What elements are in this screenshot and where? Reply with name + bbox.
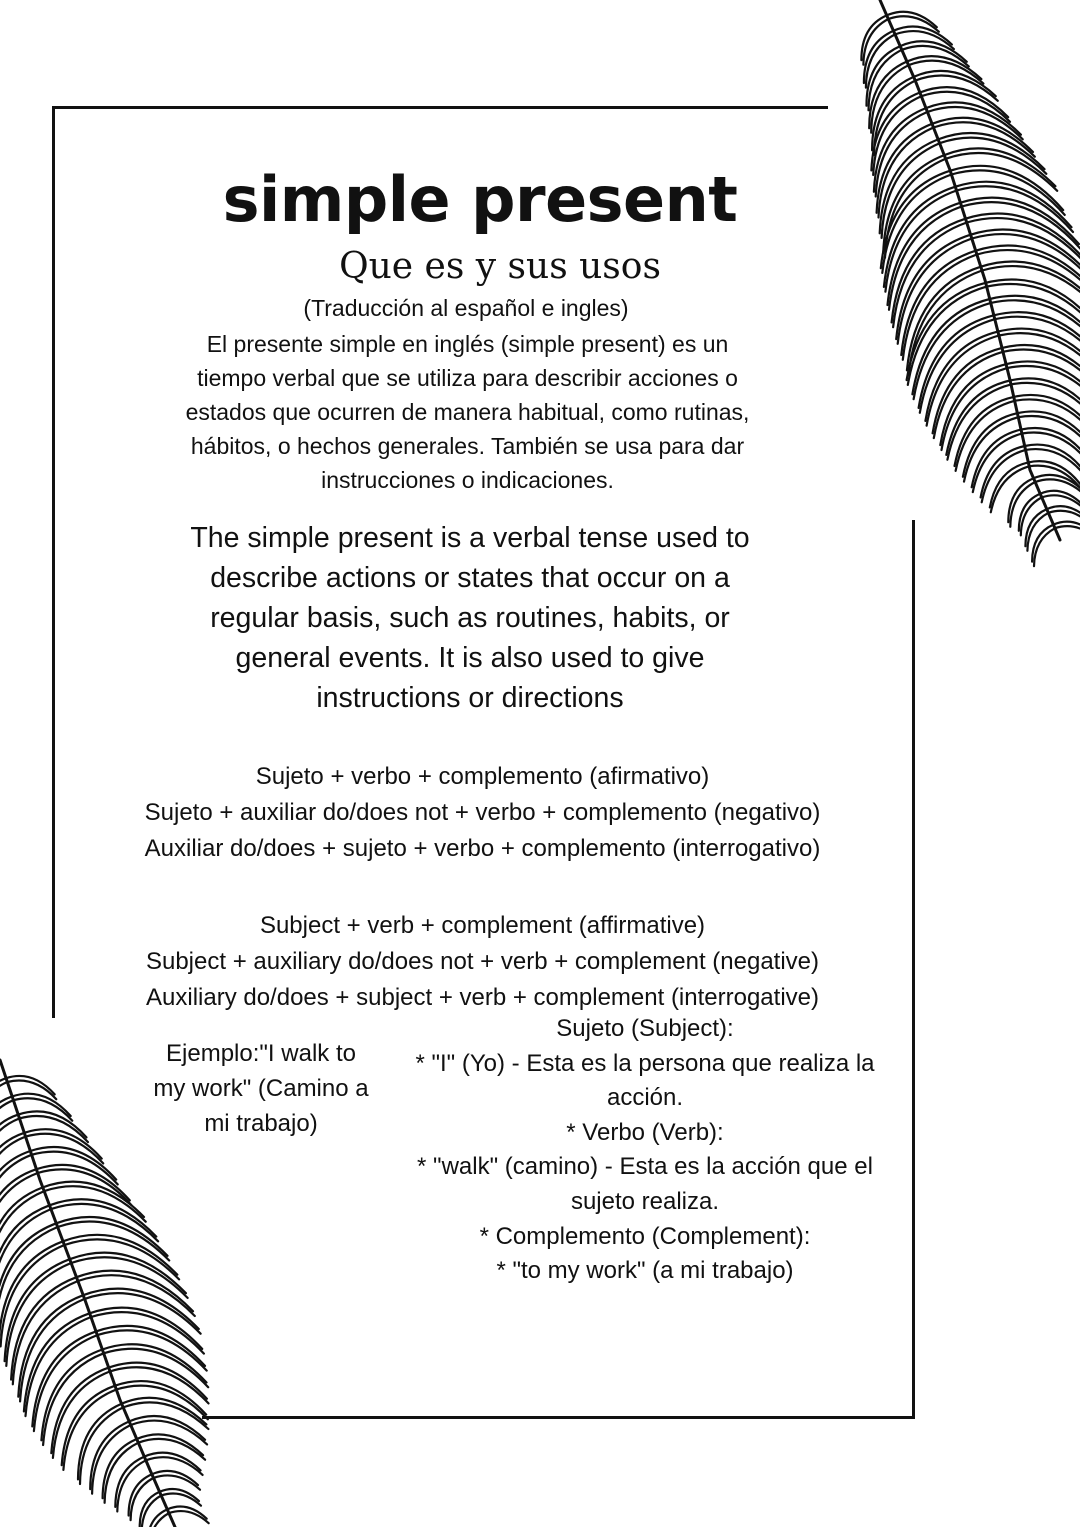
spanish-definition-line: instrucciones o indicaciones.	[321, 467, 614, 493]
breakdown-line: * Complemento (Complement):	[479, 1222, 811, 1250]
example-line: mi trabajo)	[204, 1110, 318, 1137]
formula-negative-en: Subject + auxiliary do/does not + verb + complement (negative)	[145, 948, 820, 975]
formula-interrogative-en: Auxiliary do/does + subject + verb + complement (interrogative)	[146, 984, 819, 1011]
example-sentence	[130, 1036, 392, 1141]
english-definition-line: general events. It is also used to give	[235, 642, 705, 674]
breakdown-line: * "I" (Yo) - Esta es la persona que realiza la	[415, 1049, 875, 1077]
spanish-definition-line: El presente simple en inglés (simple present) es un	[206, 331, 729, 357]
spanish-structure-formulas	[40, 759, 925, 867]
spanish-definition	[140, 327, 795, 497]
english-definition-line: instructions or directions	[316, 682, 624, 714]
formula-affirmative-en: Subject + verb + complement (affirmative)	[259, 912, 706, 939]
spanish-definition-line: estados que ocurren de manera habitual, como rutinas,	[185, 399, 750, 425]
breakdown-line: sujeto realiza.	[570, 1187, 720, 1215]
english-definition	[150, 518, 790, 718]
breakdown-line: * "walk" (camino) - Esta es la acción que el	[417, 1153, 873, 1181]
breakdown-line: acción.	[606, 1084, 684, 1112]
english-definition-line: describe actions or states that occur on a	[210, 562, 730, 594]
example-breakdown	[385, 1012, 905, 1289]
spanish-definition-line: hábitos, o hechos generales. También se usa para dar	[190, 433, 745, 459]
formula-interrogative-es: Auxiliar do/does + sujeto + verbo + complemento (interrogativo)	[144, 835, 821, 862]
page-subtitle: Que es y sus usos	[339, 246, 661, 287]
formula-negative-es: Sujeto + auxiliar do/does not + verbo + complemento (negativo)	[144, 799, 821, 826]
breakdown-line: * Verbo (Verb):	[566, 1118, 724, 1146]
english-definition-line: regular basis, such as routines, habits, or	[210, 602, 730, 634]
english-definition-line: The simple present is a verbal tense used to	[190, 522, 750, 554]
spanish-definition-line: tiempo verbal que se utiliza para describir acciones o	[197, 365, 738, 391]
english-structure-formulas	[40, 908, 925, 1016]
page-title: simple present	[222, 163, 738, 236]
formula-affirmative-es: Sujeto + verbo + complemento (afirmativo)	[255, 763, 710, 790]
example-line: Ejemplo:"I walk to	[166, 1040, 356, 1067]
breakdown-line: Sujeto (Subject):	[556, 1015, 734, 1042]
breakdown-line: * "to my work" (a mi trabajo)	[496, 1257, 794, 1285]
translation-note: (Traducción al español e ingles)	[303, 295, 629, 321]
example-line: my work" (Camino a	[153, 1075, 369, 1102]
